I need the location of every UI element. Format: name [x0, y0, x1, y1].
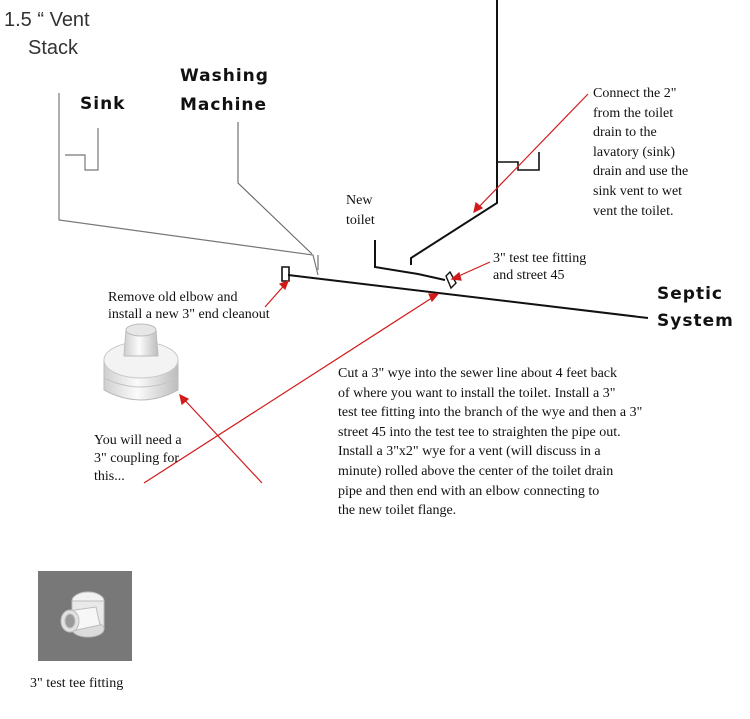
wye-instructions-line: test tee fitting into the branch of the wye and then a 3": [338, 405, 643, 421]
coupling-note-line: 3" coupling for: [94, 451, 180, 467]
connect-note-line: drain and use the: [593, 164, 689, 180]
new-toilet-line1: New: [346, 193, 373, 208]
new-toilet-drain-pipe: [375, 240, 456, 288]
sink-label: Sink: [80, 94, 126, 114]
wye-instructions-line: Install a 3"x2" wye for a vent (will discuss in a: [338, 444, 601, 460]
washing-machine-line2: Machine: [180, 94, 268, 115]
coupling-note: [94, 432, 182, 487]
wye-instructions-line: minute) rolled above the center of the toilet drain: [338, 463, 614, 479]
cleanout-note-line: install a new 3" end cleanout: [108, 307, 270, 323]
toilet-vent-pipe: [411, 0, 539, 265]
wye-instructions-line: street 45 into the test tee to straighten the pipe out.: [338, 424, 621, 440]
test-tee-photo: [38, 571, 132, 661]
connect-note-line: lavatory (sink): [593, 144, 676, 160]
septic-line2: System: [657, 310, 734, 331]
test-tee-caption: 3" test tee fitting: [30, 676, 124, 691]
test-tee-line2: and street 45: [493, 268, 565, 284]
connect-note-line: from the toilet: [593, 105, 674, 121]
connect-note-line: vent the toilet.: [593, 203, 674, 219]
connect-note: [593, 84, 688, 221]
connect-note-line: Connect the 2": [593, 86, 677, 101]
cleanout-plug-image: [98, 318, 184, 408]
sewer-main-line: [282, 267, 648, 318]
wye-instructions-line: of where you want to install the toilet. Install a 3": [338, 385, 616, 401]
connect-note-line: drain to the: [593, 125, 657, 141]
washing-machine-pipe: [238, 122, 318, 270]
wye-instructions-line: the new toilet flange.: [338, 503, 457, 519]
wye-instructions-line: Cut a 3" wye into the sewer line about 4 feet back: [338, 366, 618, 381]
new-toilet-line2: toilet: [346, 213, 375, 229]
washing-machine-line1: Washing: [180, 66, 269, 86]
wye-instructions-line: pipe and then end with an elbow connecting to: [338, 483, 600, 499]
wye-instructions: [338, 364, 642, 521]
coupling-note-line: this...: [94, 469, 125, 485]
coupling-note-line: You will need a: [94, 433, 182, 448]
vent-stack-label-line1: 1.5 “ Vent: [4, 9, 90, 31]
vent-stack-label-line2: Stack: [28, 37, 79, 60]
septic-system-label: [657, 284, 734, 331]
test-tee-label: [493, 250, 586, 284]
new-toilet-label: [346, 192, 375, 229]
septic-line1: Septic: [657, 284, 723, 304]
vent-stack-label: [4, 8, 90, 61]
test-tee-line1: 3" test tee fitting: [493, 251, 587, 266]
washing-machine-label: [180, 66, 269, 115]
cleanout-note-line: Remove old elbow and: [108, 290, 238, 305]
connect-note-line: sink vent to wet: [593, 183, 683, 199]
old-vent-stack-pipe: [59, 93, 318, 275]
